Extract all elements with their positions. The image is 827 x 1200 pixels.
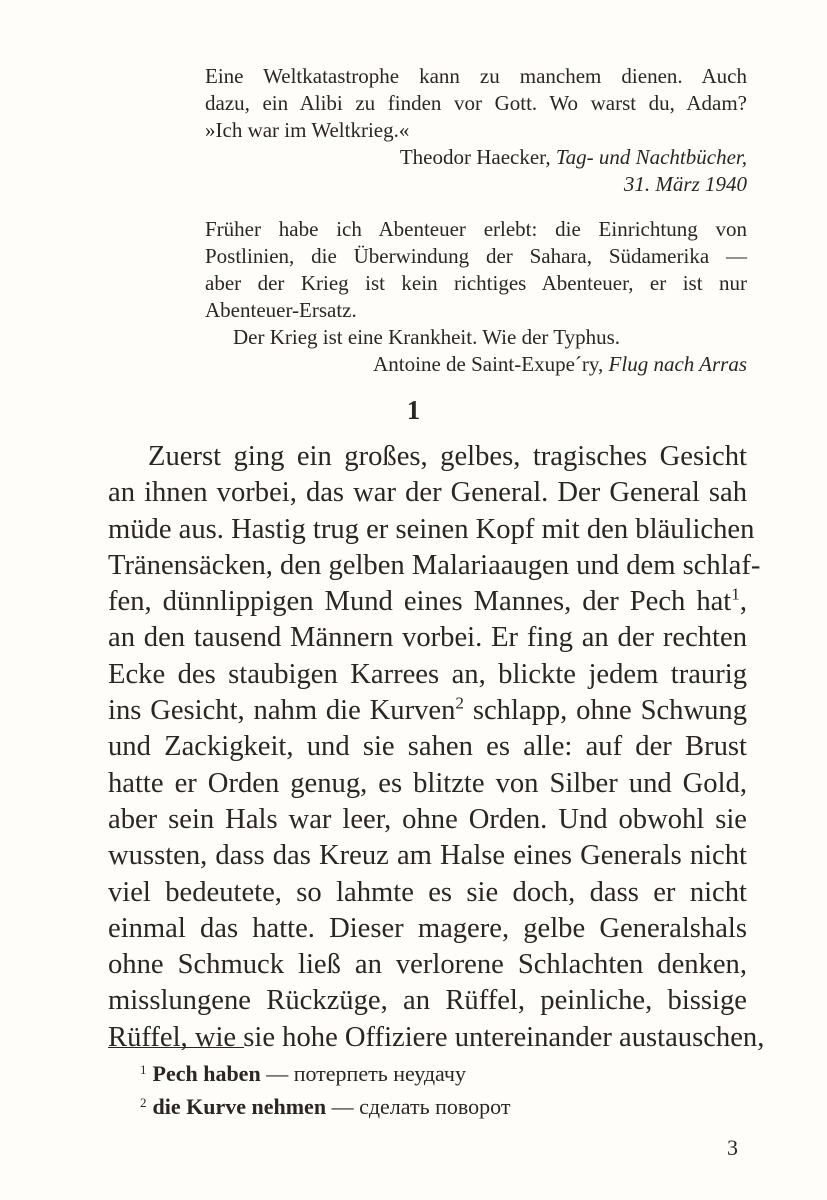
- body-line: Tränensäcken, den gelben Malariaaugen und dem schlaf-: [108, 549, 761, 581]
- footnote-gloss: — потерпеть неудачу: [260, 1061, 466, 1086]
- epigraph-date: 31. März 1940: [623, 172, 747, 196]
- body-line: einmal das hatte. Dieser magere, gelbe Generalshals: [108, 912, 747, 944]
- epigraph-line: »Ich war im Weltkrieg.«: [205, 118, 410, 142]
- epigraph-author: Theodor Haecker,: [399, 145, 551, 169]
- epigraph-attribution: [205, 351, 747, 378]
- body-line: misslungene Rückzüge, an Rüffel, peinliche, bissige: [108, 985, 747, 1017]
- footnotes: [140, 1055, 510, 1121]
- epigraph-line: Postlinien, die Überwindung der Sahara, Südamerika —: [205, 244, 747, 268]
- footnote-ref-1[interactable]: 1: [731, 584, 740, 604]
- body-line-text: ins Gesicht, nahm die Kurven: [108, 695, 456, 727]
- epigraph-line: aber der Krieg ist kein richtiges Abenteuer, er ist nur: [205, 271, 747, 295]
- footnote-gloss: — сделать поворот: [326, 1094, 511, 1119]
- epigraph-haecker: [205, 63, 747, 198]
- footnote-divider: [108, 1047, 244, 1048]
- epigraph-attribution: [205, 144, 747, 198]
- body-line: wussten, dass das Kreuz am Halse eines Generals nicht: [108, 840, 747, 872]
- epigraph-work: Tag- und Nachtbücher,: [555, 145, 747, 169]
- footnote-1: [140, 1055, 510, 1088]
- footnote-term: Pech haben: [152, 1061, 261, 1086]
- body-line: viel bedeutete, so lahmte es sie doch, dass er nicht: [108, 876, 747, 908]
- page-number: 3: [727, 1135, 738, 1160]
- epigraph-line: Abenteuer-Ersatz.: [205, 298, 357, 322]
- footnote-2: [140, 1088, 510, 1121]
- body-line: und Zackigkeit, und sie sahen es alle: auf der Brust: [108, 731, 747, 763]
- body-line-tail: schlapp, ohne Schwung: [464, 695, 748, 727]
- chapter-number: 1: [406, 395, 421, 425]
- epigraph-work: Flug nach Arras: [608, 352, 747, 376]
- body-line: aber sein Hals war leer, ohne Orden. Und obwohl sie: [108, 803, 747, 835]
- footnote-number: 2: [140, 1095, 147, 1110]
- body-line: an ihnen vorbei, das war der General. Der General sah: [108, 477, 747, 509]
- body-line: [108, 584, 747, 620]
- epigraph-saint-exupery: [205, 216, 747, 378]
- body-line: an den tausend Männern vorbei. Er fing an der rechten: [108, 622, 747, 654]
- footnote-number: 1: [140, 1062, 147, 1077]
- body-line: Rüffel, wie sie hohe Offiziere untereinander austauschen,: [108, 1021, 765, 1053]
- body-line: hatte er Orden genug, es blitzte von Silber und Gold,: [108, 767, 747, 799]
- epigraph-line: Früher habe ich Abenteuer erlebt: die Einrichtung von: [205, 217, 747, 241]
- epigraph-line: Eine Weltkatastrophe kann zu manchem dienen. Auch: [205, 64, 747, 88]
- epigraph-author: Antoine de Saint-Exupe´ry,: [373, 352, 604, 376]
- footnote-ref-2[interactable]: 2: [455, 693, 464, 713]
- body-line: Zuerst ging ein großes, gelbes, tragisches Gesicht: [148, 441, 747, 472]
- body-line: [108, 693, 747, 729]
- body-line: Ecke des staubigen Karrees an, blickte jedem traurig: [108, 658, 747, 690]
- footnote-term: die Kurve nehmen: [152, 1094, 327, 1119]
- body-line: müde aus. Hastig trug er seinen Kopf mit den bläulichen: [108, 513, 755, 545]
- epigraph-line: dazu, ein Alibi zu finden vor Gott. Wo warst du, Adam?: [205, 91, 747, 115]
- body-line: ohne Schmuck ließ an verlorene Schlachten denken,: [108, 949, 747, 981]
- body-line-text: fen, dünnlippigen Mund eines Mannes, der Pech hat: [108, 586, 732, 618]
- epigraph-line: Der Krieg ist eine Krankheit. Wie der Typhus.: [233, 325, 621, 349]
- body-paragraph: [108, 439, 765, 1056]
- body-line-tail: ,: [739, 586, 747, 618]
